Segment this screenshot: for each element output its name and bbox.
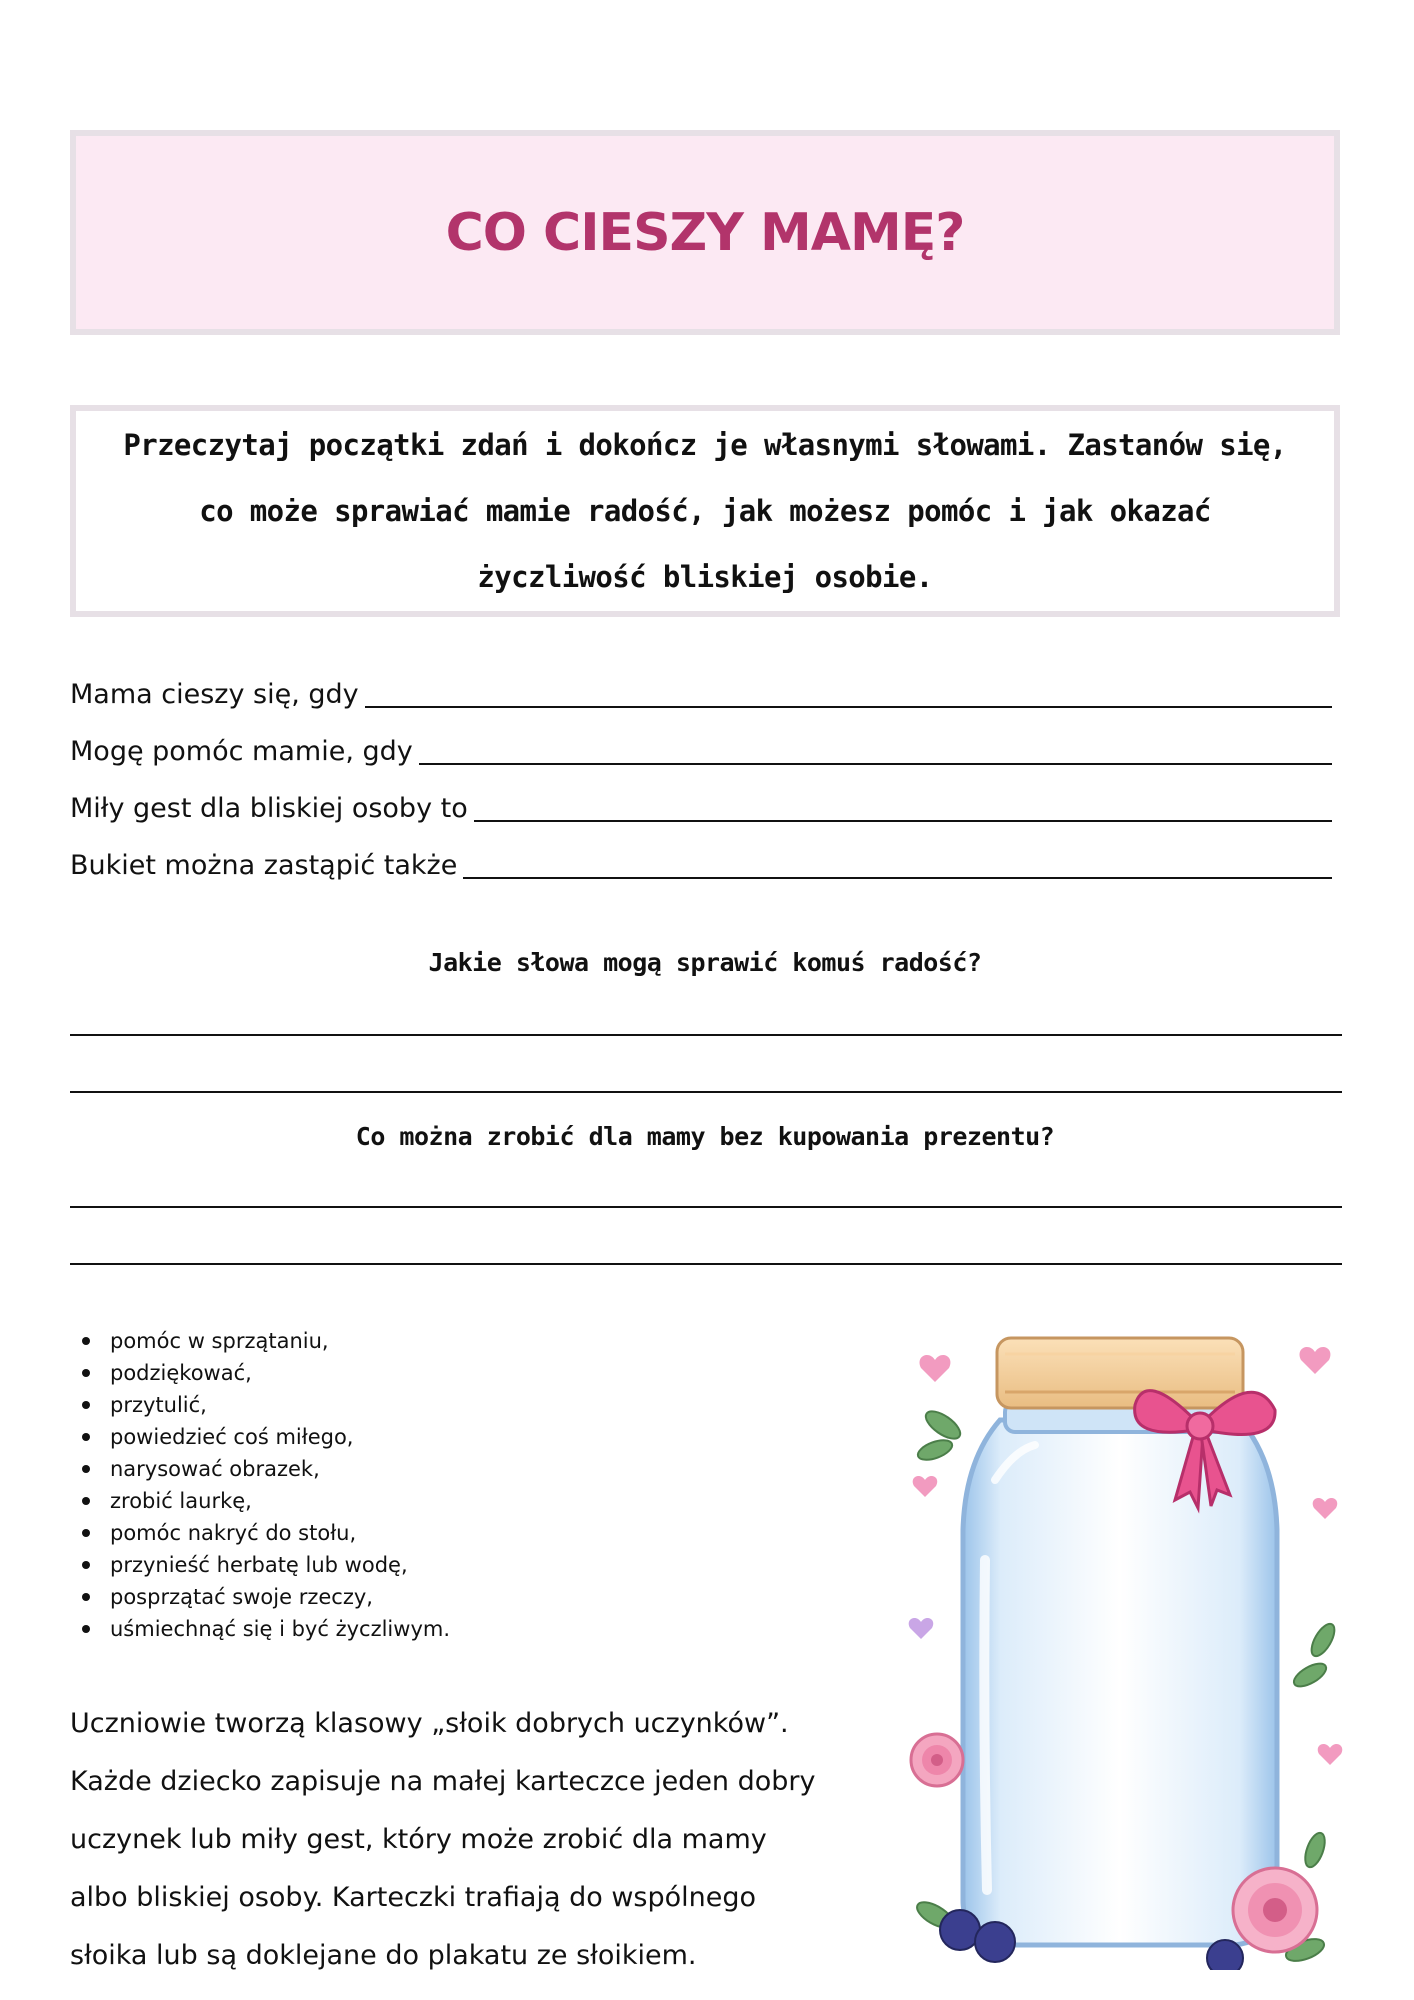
ideas-list (70, 1325, 450, 1645)
list-item: uśmiechnąć się i być życzliwym. (110, 1613, 450, 1645)
sentence-row (70, 672, 1332, 712)
question-no-gift: Co można zrobić dla mamy bez kupowania prezentu? (355, 1122, 1055, 1151)
list-item: zrobić laurkę, (110, 1485, 450, 1517)
list-item: przynieść herbatę lub wodę, (110, 1549, 450, 1581)
heart-icon (909, 1618, 934, 1639)
title-box (70, 130, 1340, 335)
instructions-box (70, 405, 1340, 617)
answer-blank[interactable] (474, 790, 1332, 822)
sentence-row (70, 729, 1332, 769)
sentence-row (70, 843, 1332, 883)
page-title: CO CIESZY MAMĘ? (445, 202, 965, 263)
sentence-starter: Mama cieszy się, gdy (70, 679, 359, 710)
answer-blank[interactable] (419, 733, 1332, 765)
list-item: posprzątać swoje rzeczy, (110, 1581, 450, 1613)
rose-icon (1233, 1868, 1317, 1952)
jar-illustration (905, 1330, 1345, 1970)
jar-lid-icon (997, 1338, 1243, 1408)
rose-icon (911, 1734, 963, 1786)
answer-line[interactable] (70, 1206, 1342, 1208)
list-item: przytulić, (110, 1389, 450, 1421)
sentence-starter: Bukiet można zastąpić także (70, 850, 458, 881)
jar-body (963, 1420, 1277, 1945)
instructions-text: Przeczytaj początki zdań i dokończ je własnymi słowami. Zastanów się, co może sprawiać mamie radość, jak możesz pomóc i jak okazać życzliwość bliskiej osobie. (123, 428, 1287, 594)
answer-blank[interactable] (365, 676, 1332, 708)
activity-description: Uczniowie tworzą klasowy „słoik dobrych uczynków”. Każde dziecko zapisuje na małej karteczce jeden dobry uczynek lub miły gest, który może zrobić dla mamy albo bliskiej osoby. Karteczki trafiają do wspólnego słoika lub są doklejane do plakatu ze słoikiem. (70, 1708, 816, 1971)
question-kind-words: Jakie słowa mogą sprawić komuś radość? (428, 948, 982, 977)
answer-line[interactable] (70, 1263, 1342, 1265)
list-item: narysować obrazek, (110, 1453, 450, 1485)
answer-blank[interactable] (463, 847, 1332, 879)
sentence-starter: Mogę pomóc mamie, gdy (70, 736, 413, 767)
sentence-starter: Miły gest dla bliskiej osoby to (70, 793, 468, 824)
list-item: pomóc nakryć do stołu, (110, 1517, 450, 1549)
list-item: pomóc w sprzątaniu, (110, 1325, 450, 1357)
list-item: podziękować, (110, 1357, 450, 1389)
answer-line[interactable] (70, 1091, 1342, 1093)
sentence-row (70, 786, 1332, 826)
list-item: powiedzieć coś miłego, (110, 1421, 450, 1453)
answer-line[interactable] (70, 1034, 1342, 1036)
